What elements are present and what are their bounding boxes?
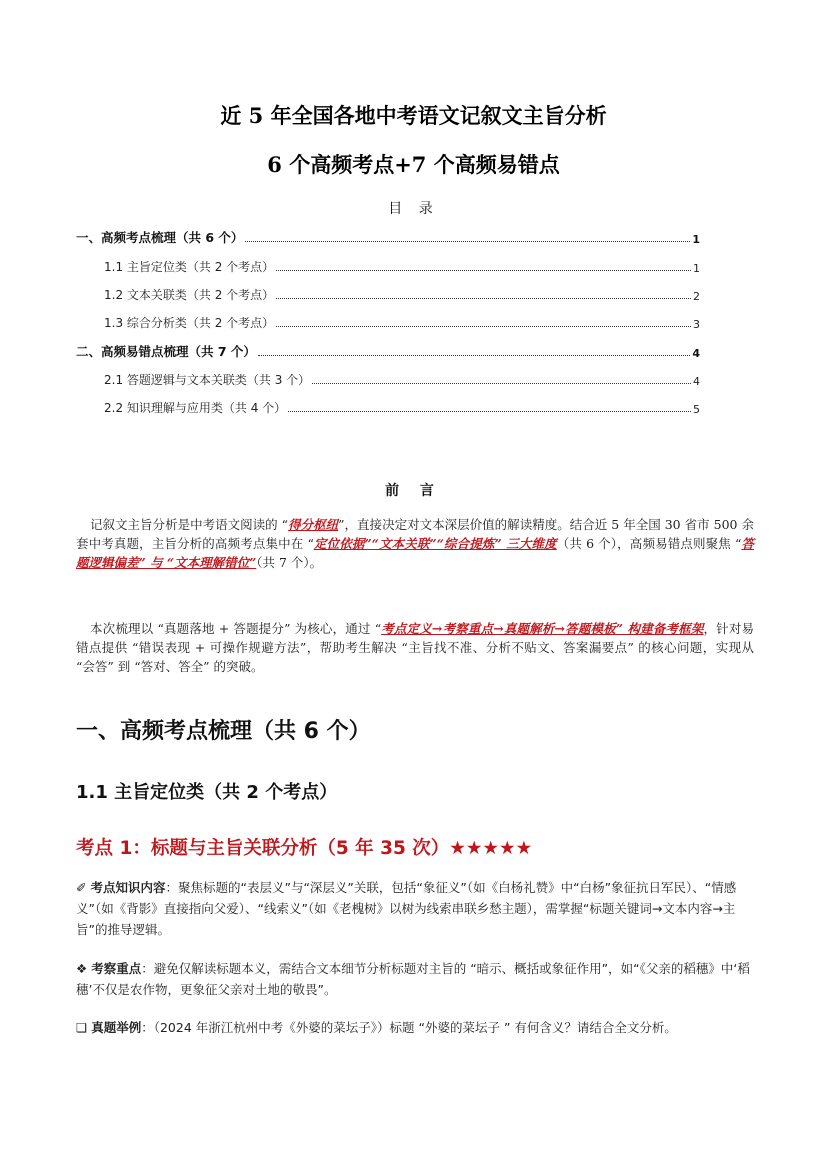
section-heading: 一、高频考点梳理（共 6 个） bbox=[76, 719, 371, 744]
toc-entry-page: 5 bbox=[693, 403, 700, 416]
toc-entry[interactable] bbox=[104, 398, 700, 416]
highlight-text: 考点定义→考察重点→真题解析→答题模板” 构建备考框架 bbox=[381, 621, 704, 636]
toc-entry[interactable] bbox=[104, 370, 700, 388]
toc-entry-label: 一、高频考点梳理（共 6 个） bbox=[76, 230, 244, 245]
toc-entry-label: 1.3 综合分析类（共 2 个考点） bbox=[104, 316, 275, 330]
toc-leader-dots bbox=[276, 269, 691, 271]
toc-entry-label: 2.1 答题逻辑与文本关联类（共 3 个） bbox=[104, 373, 311, 387]
item-label: 真题举例 bbox=[91, 1020, 142, 1035]
text-run: 本次梳理以 “真题落地 + 答题提分” 为核心，通过 “ bbox=[90, 621, 382, 636]
text-run: （共 6 个），高频易错点则聚焦 “ bbox=[556, 536, 742, 551]
knowledge-item bbox=[76, 877, 754, 940]
document-title: 近 5 年全国各地中考语文记叙文主旨分析 bbox=[220, 103, 607, 128]
toc-entry[interactable] bbox=[104, 313, 700, 331]
item-text: ：聚焦标题的“表层义”与“深层义”关联，包括“象征义”（如《白杨礼赞》中“白杨”象征抗日军民）、“情感义”（如《背影》直接指向父爱）、“线索义”（如《老槐树》以树为线索串联乡愁主题），需掌握“标题关键词→文本内容→主旨”的推导逻辑。 bbox=[76, 880, 737, 937]
toc-entry-page: 3 bbox=[693, 318, 700, 331]
diamond-bullet-icon: ❖ bbox=[76, 961, 88, 976]
toc-leader-dots bbox=[288, 410, 691, 412]
toc-leader-dots bbox=[312, 382, 691, 384]
highlight-text: 定位依据”“文本关联”“综合提炼” 三大维度 bbox=[313, 536, 557, 551]
toc-entry[interactable] bbox=[104, 285, 700, 303]
toc-entry-page: 2 bbox=[693, 290, 700, 303]
pencil-icon: ✐ bbox=[76, 880, 87, 895]
highlight-text: 得分枢纽 bbox=[288, 517, 339, 532]
item-text: ：（2024 年浙江杭州中考《外婆的菜坛子》）标题 “外婆的菜坛子 ” 有何含义？请结合全文分析。 bbox=[141, 1020, 677, 1035]
document-subtitle: 6 个高频考点+7 个高频易错点 bbox=[267, 152, 560, 177]
item-label: 考察重点 bbox=[91, 961, 142, 976]
preface-paragraph-2 bbox=[76, 619, 754, 676]
item-text: ：避免仅解读标题本义，需结合文本细节分析标题对主旨的 “暗示、概括或象征作用”，如“《父亲的稻穗》中‘稻穗’不仅是农作物，更象征父亲对土地的敬畏”。 bbox=[76, 961, 750, 997]
toc-leader-dots bbox=[258, 354, 690, 356]
example-item bbox=[76, 1017, 754, 1038]
text-run: ”，直接决定对文本深层价值的解读精度。结合近 5 年全国 30 省市 500 余套中考真题，主旨分析的高频考点集中在 “ bbox=[76, 517, 754, 551]
preface-heading: 前 言 bbox=[385, 483, 442, 499]
exam-point-heading: 考点 1：标题与主旨关联分析（5 年 35 次）★★★★★ bbox=[76, 838, 533, 859]
text-run: 记叙文主旨分析是中考语文阅读的 “ bbox=[90, 517, 289, 532]
text-run: ，针对易错点提供 “错误表现 + 可操作规避方法”，帮助考生解决 “主旨找不准、分析不贴文、答案漏要点” 的核心问题，实现从 “会答” 到 “答对、答全” 的突破。 bbox=[76, 621, 754, 674]
toc-entry-page: 4 bbox=[693, 375, 700, 388]
focus-item bbox=[76, 958, 754, 1000]
toc-leader-dots bbox=[245, 240, 690, 242]
toc-leader-dots bbox=[276, 297, 691, 299]
text-run: （共 7 个）。 bbox=[256, 555, 323, 570]
toc-entry-page: 4 bbox=[692, 347, 700, 360]
toc-entry-page: 1 bbox=[693, 262, 700, 275]
toc-entry[interactable] bbox=[104, 257, 700, 275]
toc-entry-label: 二、高频易错点梳理（共 7 个） bbox=[76, 344, 256, 359]
toc-heading: 目 录 bbox=[388, 201, 439, 217]
toc-entry-label: 1.2 文本关联类（共 2 个考点） bbox=[104, 288, 275, 302]
toc-entry-label: 2.2 知识理解与应用类（共 4 个） bbox=[104, 401, 287, 415]
item-label: 考点知识内容 bbox=[90, 880, 166, 895]
highlight-text: 答题逻辑偏差” 与 “文本理解错位” bbox=[76, 536, 754, 570]
toc-entry[interactable] bbox=[76, 342, 700, 360]
preface-paragraph-1 bbox=[76, 515, 754, 572]
toc-leader-dots bbox=[276, 325, 691, 327]
toc-entry-label: 1.1 主旨定位类（共 2 个考点） bbox=[104, 260, 275, 274]
toc-entry-page: 1 bbox=[692, 233, 700, 246]
subsection-heading: 1.1 主旨定位类（共 2 个考点） bbox=[76, 782, 338, 803]
box-bullet-icon: ❏ bbox=[76, 1020, 88, 1035]
toc-entry[interactable] bbox=[76, 228, 700, 246]
